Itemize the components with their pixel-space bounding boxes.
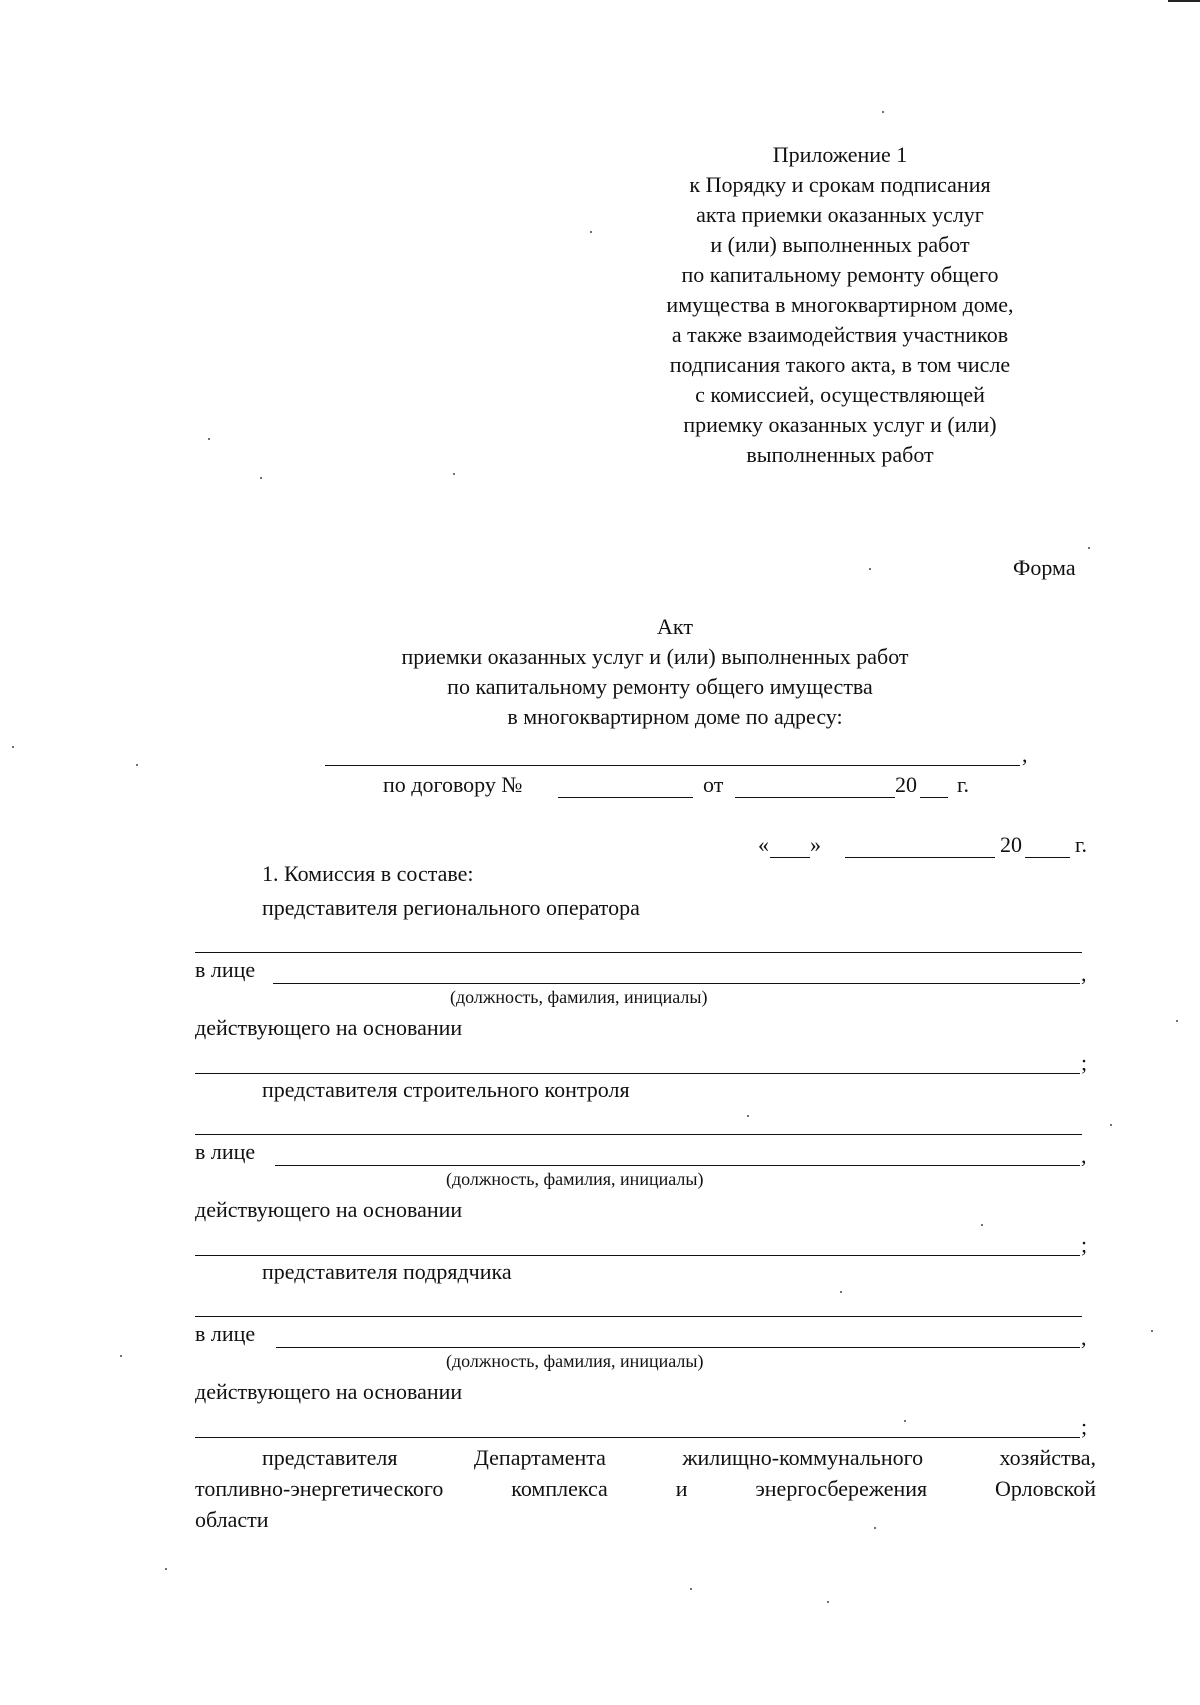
date-close-quote: » — [810, 832, 821, 857]
basis-field[interactable] — [195, 1073, 1080, 1074]
scan-speck — [590, 231, 592, 233]
word: энергосбережения — [755, 1476, 928, 1501]
act-title-line: Акт — [657, 614, 693, 639]
word: хозяйства, — [999, 1445, 1096, 1470]
person-hint: (должность, фамилия, инициалы) — [450, 987, 708, 1007]
form-label: Форма — [1013, 555, 1076, 580]
appendix-line: и (или) выполненных работ — [710, 232, 970, 257]
appendix-line: с комиссией, осуществляющей — [695, 382, 985, 407]
scan-speck — [874, 1527, 876, 1529]
act-title — [330, 612, 1020, 732]
scan-speck — [260, 477, 262, 479]
scan-speck — [1151, 1330, 1153, 1332]
department-line-2 — [195, 1474, 1096, 1504]
person-comma: , — [1081, 1325, 1087, 1350]
section-title: представителя подрядчика — [262, 1259, 512, 1284]
contract-date-field[interactable] — [735, 797, 895, 798]
contract-from-label: от — [703, 772, 724, 797]
date-year-suffix: г. — [1075, 832, 1088, 857]
scan-speck — [904, 1420, 906, 1422]
scan-speck — [981, 1224, 983, 1226]
appendix-line: Приложение 1 — [772, 142, 908, 167]
scan-speck — [1110, 1124, 1112, 1126]
act-title-line: в многоквартирном доме по адресу: — [507, 704, 843, 729]
basis-semicolon: ; — [1081, 1050, 1088, 1075]
organization-field[interactable] — [195, 1134, 1082, 1135]
appendix-line: к Порядку и срокам подписания — [689, 172, 991, 197]
appendix-line: акта приемки оказанных услуг — [696, 202, 984, 227]
scan-speck — [840, 1291, 842, 1293]
basis-field[interactable] — [195, 1255, 1080, 1256]
in-person-label: в лице — [195, 957, 256, 982]
contract-year-suffix: г. — [957, 772, 970, 797]
appendix-line: выполненных работ — [746, 442, 934, 467]
department-line-3: области — [195, 1507, 269, 1532]
scan-speck — [1088, 547, 1090, 549]
scan-speck — [869, 568, 871, 570]
organization-field[interactable] — [195, 1316, 1082, 1317]
appendix-line: подписания такого акта, в том числе — [669, 352, 1011, 377]
section-title: представителя строительного контроля — [262, 1077, 630, 1102]
word: представителя — [262, 1445, 398, 1470]
in-person-label: в лице — [195, 1321, 256, 1346]
word: жилищно-коммунального — [682, 1445, 924, 1470]
person-field[interactable] — [275, 1165, 1080, 1166]
contract-prefix: по договору № — [383, 772, 523, 797]
person-hint: (должность, фамилия, инициалы) — [446, 1169, 704, 1189]
section-title: представителя регионального оператора — [262, 895, 640, 920]
scan-speck — [827, 1601, 829, 1603]
date-open-quote: « — [758, 832, 769, 857]
contract-number-field[interactable] — [558, 797, 693, 798]
act-title-line: приемки оказанных услуг и (или) выполненных работ — [401, 644, 909, 669]
date-day-field[interactable] — [770, 857, 810, 858]
date-year-prefix: 20 — [1000, 832, 1022, 857]
appendix-line: имущества в многоквартирном доме, — [666, 292, 1014, 317]
scan-speck — [690, 1588, 692, 1590]
basis-label: действующего на основании — [195, 1379, 463, 1404]
word: и — [675, 1476, 688, 1501]
word: комплекса — [511, 1476, 608, 1501]
basis-semicolon: ; — [1081, 1414, 1088, 1439]
appendix-line: а также взаимодействия участников — [671, 322, 1009, 347]
person-field[interactable] — [276, 1347, 1080, 1348]
appendix-line: приемку оказанных услуг и (или) — [683, 412, 997, 437]
scan-edge-mark — [1168, 0, 1200, 2]
appendix-header — [600, 140, 1080, 470]
appendix-line: по капитальному ремонту общего — [681, 262, 999, 287]
word: Департамента — [473, 1445, 606, 1470]
person-field[interactable] — [273, 983, 1080, 984]
scan-speck — [882, 111, 884, 113]
person-hint: (должность, фамилия, инициалы) — [446, 1351, 704, 1371]
in-person-label: в лице — [195, 1139, 256, 1164]
scan-speck — [12, 746, 14, 748]
person-comma: , — [1081, 1143, 1087, 1168]
scan-speck — [1176, 1020, 1178, 1022]
department-line-1 — [262, 1443, 1096, 1473]
scan-speck — [453, 473, 455, 475]
date-month-field[interactable] — [845, 857, 995, 858]
contract-year-prefix: 20 — [895, 772, 917, 797]
act-title-line: по капитальному ремонту общего имущества — [447, 674, 873, 699]
basis-field[interactable] — [195, 1437, 1080, 1438]
address-comma: , — [1022, 742, 1028, 767]
scan-speck — [120, 1355, 122, 1357]
word: Орловской — [995, 1476, 1096, 1501]
commission-heading: 1. Комиссия в составе: — [262, 861, 474, 886]
scan-speck — [165, 1568, 167, 1570]
word: топливно-энергетического — [195, 1476, 444, 1501]
address-field[interactable] — [325, 765, 1020, 766]
scan-speck — [208, 438, 210, 440]
basis-semicolon: ; — [1081, 1232, 1088, 1257]
scan-speck — [747, 1115, 749, 1117]
scan-speck — [136, 764, 138, 766]
date-year-field[interactable] — [1025, 857, 1070, 858]
basis-label: действующего на основании — [195, 1197, 463, 1222]
person-comma: , — [1081, 961, 1087, 986]
contract-year-field[interactable] — [920, 797, 948, 798]
organization-field[interactable] — [195, 952, 1082, 953]
basis-label: действующего на основании — [195, 1015, 463, 1040]
